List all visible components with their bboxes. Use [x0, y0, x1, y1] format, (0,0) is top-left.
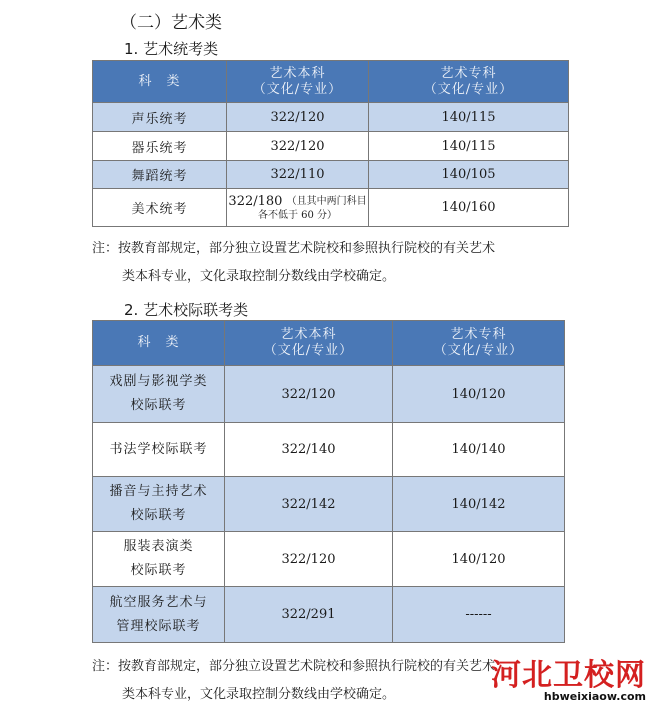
note-text: 注：按教育部规定，部分独立设置艺术院校和参照执行院校的有关艺术 — [92, 659, 496, 674]
row-junior: 140/115 — [369, 132, 569, 161]
header-undergrad: 艺术本科 （文化/专业） — [227, 61, 369, 103]
score-note: （且其中两门科目 — [286, 195, 367, 207]
art-unified-exam-table — [92, 60, 569, 227]
row-category: 书法学校际联考 — [93, 423, 225, 477]
row-junior: 140/142 — [393, 477, 565, 532]
table-row — [93, 366, 565, 423]
row-undergrad: 322/120 — [225, 366, 393, 423]
row-category: 声乐统考 — [93, 103, 227, 132]
row-category: 舞蹈统考 — [93, 161, 227, 189]
watermark-logo-text: 河北卫校网 — [491, 658, 646, 693]
table-header-row — [93, 61, 569, 103]
header-junior: 艺术专科 （文化/专业） — [369, 61, 569, 103]
watermark-url: hbweixiaow.com — [543, 690, 646, 703]
row-undergrad: 322/120 — [225, 532, 393, 587]
row-junior: ------ — [393, 587, 565, 643]
note-text: 类本科专业，文化录取控制分数线由学校确定。 — [122, 269, 396, 284]
row-category: 器乐统考 — [93, 132, 227, 161]
row-undergrad: 322/140 — [225, 423, 393, 477]
row-junior: 140/160 — [369, 189, 569, 227]
row-category: 美术统考 — [93, 189, 227, 227]
table-row — [93, 161, 569, 189]
row-junior: 140/120 — [393, 532, 565, 587]
table1-title: 1. 艺术统考类 — [124, 40, 219, 58]
row-undergrad: 322/291 — [225, 587, 393, 643]
header-category: 科 类 — [93, 61, 227, 103]
row-category: 播音与主持艺术 校际联考 — [93, 477, 225, 532]
note-text: 注：按教育部规定，部分独立设置艺术院校和参照执行院校的有关艺术 — [92, 241, 496, 256]
row-junior: 140/140 — [393, 423, 565, 477]
row-category: 服装表演类 校际联考 — [93, 532, 225, 587]
row-category: 戏剧与影视学类 校际联考 — [93, 366, 225, 423]
row-undergrad: 322/120 — [227, 132, 369, 161]
row-undergrad: 322/142 — [225, 477, 393, 532]
row-category: 航空服务艺术与 管理校际联考 — [93, 587, 225, 643]
row-undergrad: 322/110 — [227, 161, 369, 189]
table-row — [93, 587, 565, 643]
header-undergrad: 艺术本科 （文化/专业） — [225, 321, 393, 366]
table-header-row — [93, 321, 565, 366]
row-junior: 140/120 — [393, 366, 565, 423]
table-row — [93, 423, 565, 477]
table-row — [93, 103, 569, 132]
row-undergrad: 322/180 （且其中两门科目 各不低于 60 分） — [227, 189, 369, 227]
score-note: 各不低于 60 分） — [257, 209, 338, 221]
note-text: 类本科专业，文化录取控制分数线由学校确定。 — [122, 687, 396, 702]
site-watermark — [491, 650, 646, 703]
art-inter-school-exam-table — [92, 320, 565, 643]
row-junior: 140/105 — [369, 161, 569, 189]
row-junior: 140/115 — [369, 103, 569, 132]
table-row — [93, 532, 565, 587]
table2-title: 2. 艺术校际联考类 — [124, 301, 249, 319]
header-junior: 艺术专科 （文化/专业） — [393, 321, 565, 366]
header-category: 科 类 — [93, 321, 225, 366]
section-subtitle: （二）艺术类 — [120, 13, 222, 33]
table-row — [93, 477, 565, 532]
row-undergrad: 322/120 — [227, 103, 369, 132]
table-row — [93, 189, 569, 227]
table-row — [93, 132, 569, 161]
